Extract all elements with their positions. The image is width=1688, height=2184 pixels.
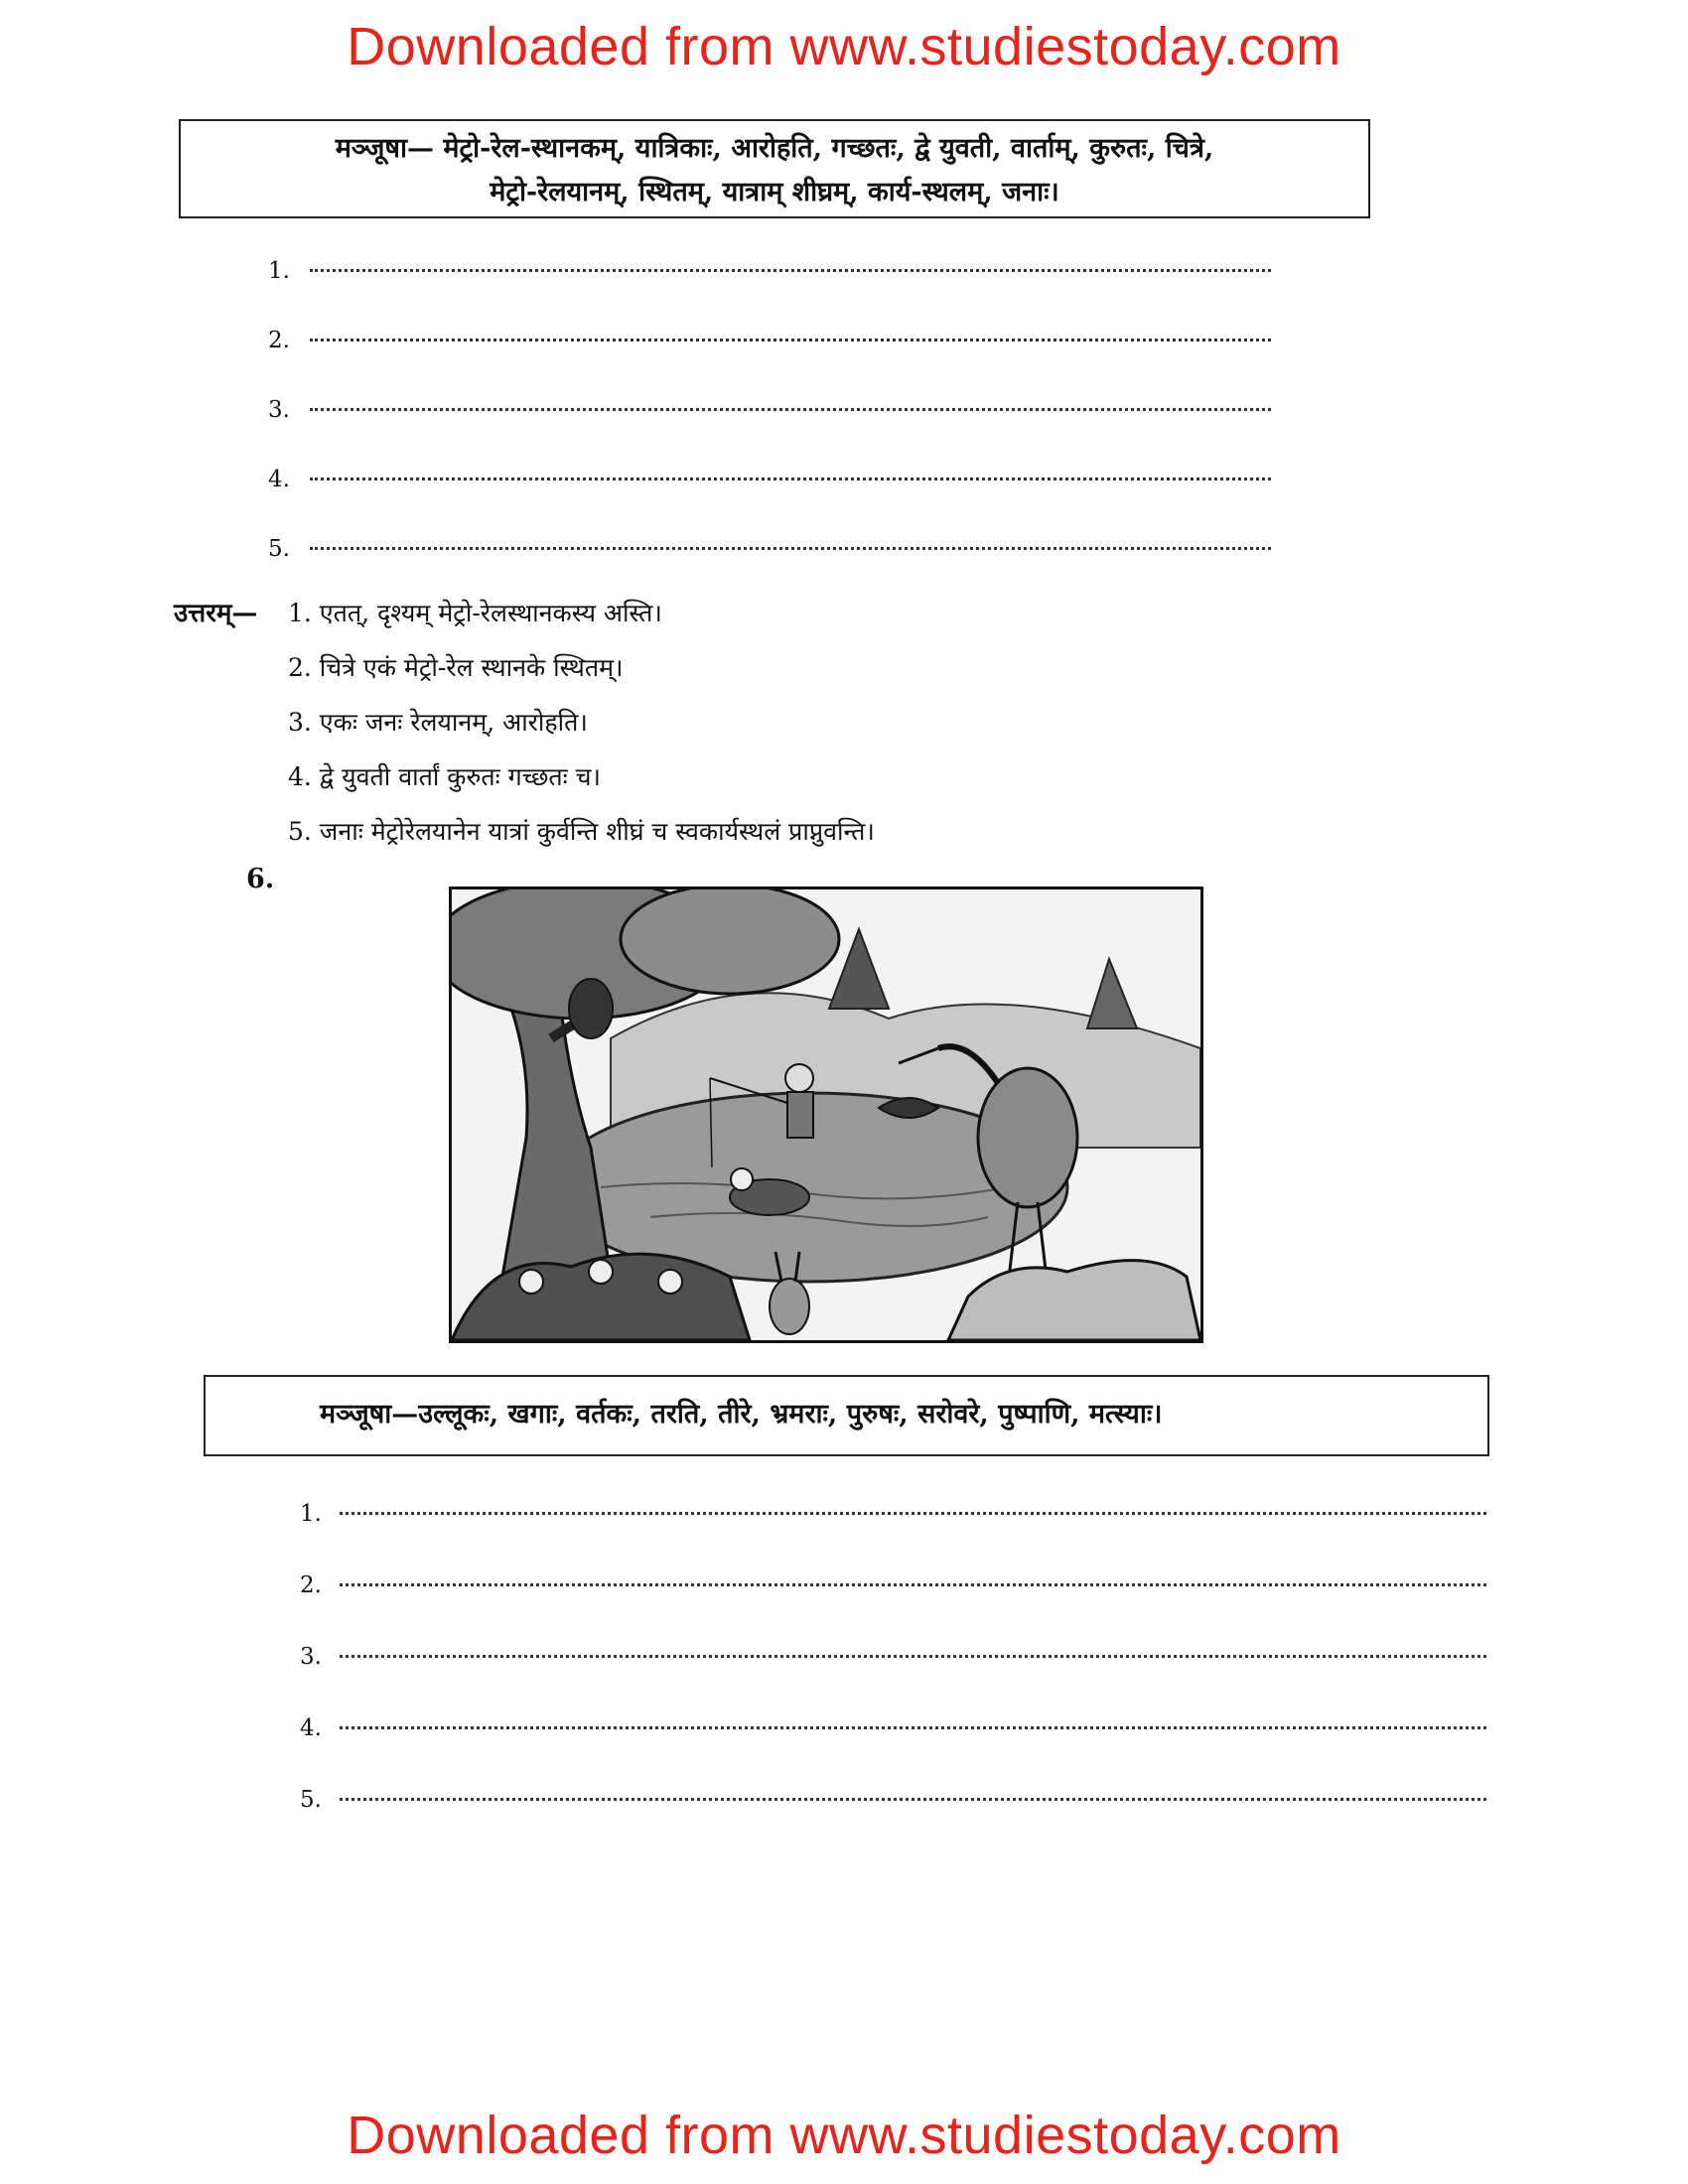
pond-scene-illustration xyxy=(449,887,1203,1343)
blank-line xyxy=(300,1487,1489,1527)
watermark-top: Downloaded from www.studiestoday.com xyxy=(347,17,1341,76)
dotted-line xyxy=(340,1583,1486,1586)
blank-line xyxy=(300,1630,1489,1670)
word-box-2-line1: मञ्जूषा—उल्लूकः, खगाः, वर्तकः, तरति, तीरे, भ्रमराः, पुरुषः, सरोवरे, पुष्पाणि, मत्स्याः। xyxy=(320,1399,1163,1430)
dotted-line xyxy=(310,339,1271,341)
dotted-line xyxy=(310,408,1271,411)
blank-number: 5. xyxy=(268,536,290,562)
blank-line xyxy=(268,522,1271,562)
blank-line xyxy=(268,383,1271,423)
dotted-line xyxy=(340,1798,1486,1801)
word-box-2 xyxy=(204,1375,1489,1456)
dotted-line xyxy=(340,1726,1486,1729)
dotted-line xyxy=(340,1512,1486,1515)
answer-label: उत्तरम्— xyxy=(174,599,258,628)
word-box-1 xyxy=(179,119,1370,218)
blank-number: 2. xyxy=(300,1572,322,1598)
blank-number: 1. xyxy=(300,1501,322,1527)
word-box-1-line1: मञ्जूषा— मेट्रो-रेल-स्थानकम्, यात्रिकाः, आरोहति, गच्छतः, द्वे युवती, वार्ताम्, कुरुतः, चित्रे, xyxy=(335,133,1214,164)
blank-line xyxy=(300,1702,1489,1741)
word-box-1-line2: मेट्रो-रेलयानम्, स्थितम्, यात्राम् शीघ्रम्, कार्य-स्थलम्, जनाः। xyxy=(490,177,1059,207)
answer-item: 2. चित्रे एकं मेट्रो-रेल स्थानके स्थितम्। xyxy=(288,653,624,682)
blank-line xyxy=(268,453,1271,492)
blank-line xyxy=(300,1559,1489,1598)
blank-number: 4. xyxy=(268,467,290,492)
answer-item: 5. जनाः मेट्रोरेलयानेन यात्रां कुर्वन्ति शीघ्रं च स्वकार्यस्थलं प्राप्नुवन्ति। xyxy=(288,817,875,846)
blank-number: 1. xyxy=(268,258,290,284)
dotted-line xyxy=(310,547,1271,550)
answer-item: 4. द्वे युवती वार्तां कुरुतः गच्छतः च। xyxy=(288,762,602,791)
answer-item: 1. एतत्, दृश्यम् मेट्रो-रेलस्थानकस्य अस्ति। xyxy=(288,599,662,627)
dotted-line xyxy=(340,1655,1486,1658)
dotted-line xyxy=(310,269,1271,272)
pond-scene-svg xyxy=(452,889,1200,1340)
blank-number: 4. xyxy=(300,1715,322,1741)
blank-number: 3. xyxy=(300,1644,322,1670)
question-number: 6. xyxy=(246,864,275,894)
answer-item: 3. एकः जनः रेलयानम्, आरोहति। xyxy=(288,708,588,737)
blank-line xyxy=(268,244,1271,284)
blank-number: 5. xyxy=(300,1787,322,1813)
blank-number: 2. xyxy=(268,328,290,353)
dotted-line xyxy=(310,478,1271,480)
blank-line xyxy=(300,1773,1489,1813)
blank-number: 3. xyxy=(268,397,290,423)
watermark-bottom: Downloaded from www.studiestoday.com xyxy=(347,2106,1341,2165)
blank-line xyxy=(268,314,1271,353)
